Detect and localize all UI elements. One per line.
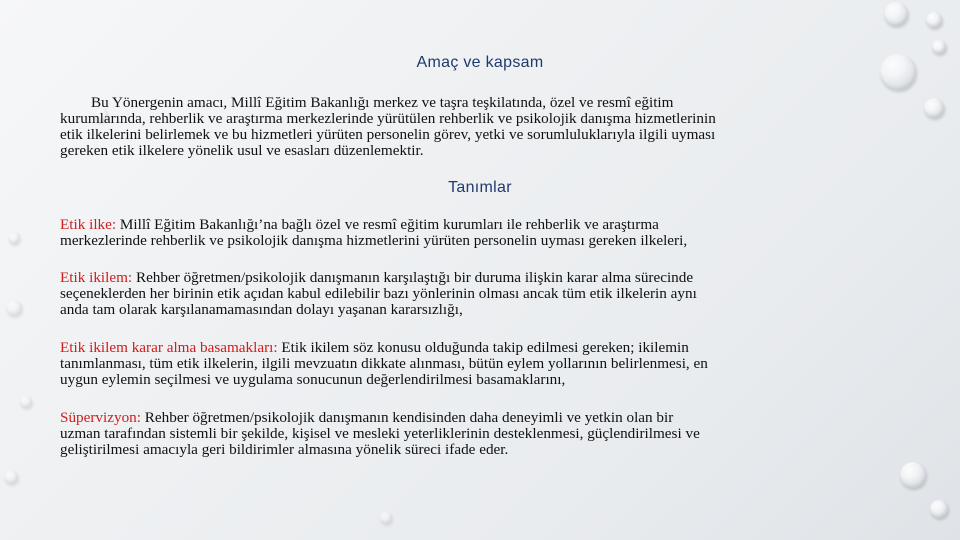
definition-text: uygun eylemin seçilmesi ve uygulama sonucunun değerlendirilmesi basamaklarını, bbox=[60, 371, 566, 388]
definition-term: Etik ikilem: bbox=[60, 269, 133, 286]
water-drop-decoration bbox=[20, 396, 32, 408]
section-title-tanimlar: Tanımlar bbox=[448, 179, 512, 196]
definition-text: uzman tarafından sistemli bir şekilde, kişisel ve mesleki yeterliklerinin desteklenmesi, güçlendirilmesi ve bbox=[60, 425, 700, 442]
water-drop-decoration bbox=[884, 2, 908, 26]
intro-line: kurumlarında, rehberlik ve araştırma merkezlerinde yürütülen rehberlik ve psikolojik danışma hizmetlerinin bbox=[60, 110, 716, 127]
definition-text: anda tam olarak karşılanamamasından dolayı yaşanan kararsızlığı, bbox=[60, 301, 463, 318]
definition-text: geliştirilmesi amacıyla geri bildirimler almasına yönelik süreci ifade eder. bbox=[60, 441, 509, 458]
intro-line: gereken etik ilkelere yönelik usul ve esasları düzenlemektir. bbox=[60, 142, 424, 159]
definition-text: Etik ikilem söz konusu olduğunda takip edilmesi gereken; ikilemin bbox=[277, 339, 689, 356]
water-drop-decoration bbox=[6, 300, 22, 316]
water-drop-decoration bbox=[380, 512, 392, 524]
definition-etik-ilke bbox=[60, 217, 886, 249]
definition-term: Süpervizyon: bbox=[60, 409, 141, 426]
water-drop-decoration bbox=[932, 40, 946, 54]
definition-term: Etik ilke: bbox=[60, 216, 117, 233]
water-drop-decoration bbox=[4, 470, 18, 484]
intro-paragraph bbox=[60, 95, 886, 159]
water-drop-decoration bbox=[926, 12, 942, 28]
definition-text: Rehber öğretmen/psikolojik danışmanın kendisinden daha deneyimli ve yetkin olan bir bbox=[141, 409, 674, 426]
water-drop-decoration bbox=[900, 462, 926, 488]
section-title-amac-ve-kapsam: Amaç ve kapsam bbox=[416, 54, 544, 71]
definition-text: seçeneklerden her birinin etik açıdan kabul edilebilir bazı yönlerinin olması ancak tüm etik ilkelerin aynı bbox=[60, 285, 697, 302]
intro-line: Bu Yönergenin amacı, Millî Eğitim Bakanlığı merkez ve taşra teşkilatında, özel ve resmî eğitim bbox=[91, 94, 674, 111]
definition-text: Millî Eğitim Bakanlığı’na bağlı özel ve resmî eğitim kurumları ile rehberlik ve araştırma bbox=[116, 216, 659, 233]
definition-etik-ikilem bbox=[60, 270, 886, 318]
definition-text: merkezlerinde rehberlik ve psikolojik danışma hizmetlerini yürüten personelin uyması gereken ilkeleri, bbox=[60, 232, 688, 249]
definition-text: tanımlanması, tüm etik ilkelerin, ilgili mevzuatın dikkate alınması, bütün eylem yollarının belirlenmesi, en bbox=[60, 355, 708, 372]
water-drop-decoration bbox=[8, 232, 20, 244]
water-drop-decoration bbox=[930, 500, 948, 518]
definition-text: Rehber öğretmen/psikolojik danışmanın karşılaştığı bir duruma ilişkin karar alma sürecinde bbox=[132, 269, 694, 286]
definition-karar-alma-basamaklari bbox=[60, 340, 886, 388]
definition-term: Etik ikilem karar alma basamakları: bbox=[60, 339, 278, 356]
definition-supervizyon bbox=[60, 410, 886, 458]
water-drop-decoration bbox=[924, 98, 944, 118]
intro-line: etik ilkelerini belirlemek ve bu hizmetleri yürüten personelin görev, yetki ve sorumluluklarıyla ilgili uyması bbox=[60, 126, 716, 143]
